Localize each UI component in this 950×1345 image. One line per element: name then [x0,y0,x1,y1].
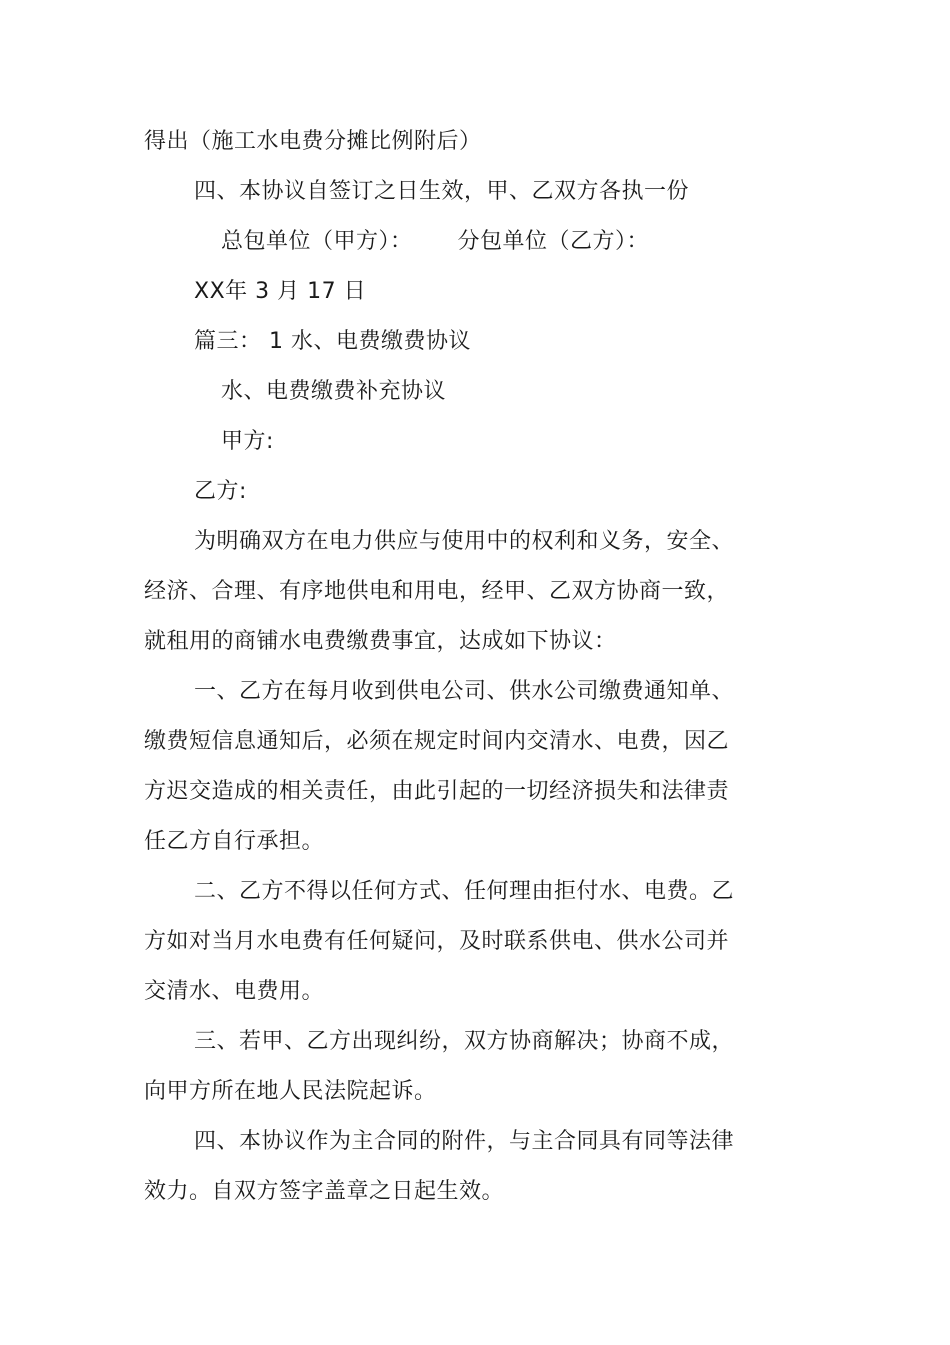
text-line: 为明确双方在电力供应与使用中的权利和义务，安全、 [194,529,735,554]
text-line: XX年 3 月 17 日 [194,279,367,304]
text-line: 甲方: [221,429,274,454]
text-line: 一、乙方在每月收到供电公司、供水公司缴费通知单、 [194,679,735,704]
text-line: 三、若甲、乙方出现纠纷，双方协商解决；协商不成， [194,1029,735,1054]
text-line: 篇三： 1 水、电费缴费协议 [194,329,471,354]
text-line: 任乙方自行承担。 [144,829,325,854]
text-line: 四、本协议作为主合同的附件，与主合同具有同等法律 [194,1129,735,1154]
text-line: 向甲方所在地人民法院起诉。 [144,1079,437,1104]
text-line: 方如对当月水电费有任何疑问，及时联系供电、供水公司并 [144,929,730,954]
text-line: 四、本协议自签订之日生效，甲、乙双方各执一份 [194,179,690,204]
text-line: 缴费短信息通知后，必须在规定时间内交清水、电费，因乙 [144,729,730,754]
text-line: 得出（施工水电费分摊比例附后） [144,129,482,154]
text-line: 经济、合理、有序地供电和用电，经甲、乙双方协商一致， [144,579,730,604]
text-line: 乙方: [194,479,247,504]
text-line: 交清水、电费用。 [144,979,325,1004]
text-line: 就租用的商铺水电费缴费事宜，达成如下协议： [144,629,617,654]
text-line: 水、电费缴费补充协议 [221,379,447,404]
text-line: 效力。自双方签字盖章之日起生效。 [144,1179,505,1204]
text-line: 方迟交造成的相关责任，由此引起的一切经济损失和法律责 [144,779,730,804]
text-line: 二、乙方不得以任何方式、任何理由拒付水、电费。乙 [194,879,735,904]
text-line: 总包单位（甲方）： 分包单位（乙方）： [221,229,649,254]
